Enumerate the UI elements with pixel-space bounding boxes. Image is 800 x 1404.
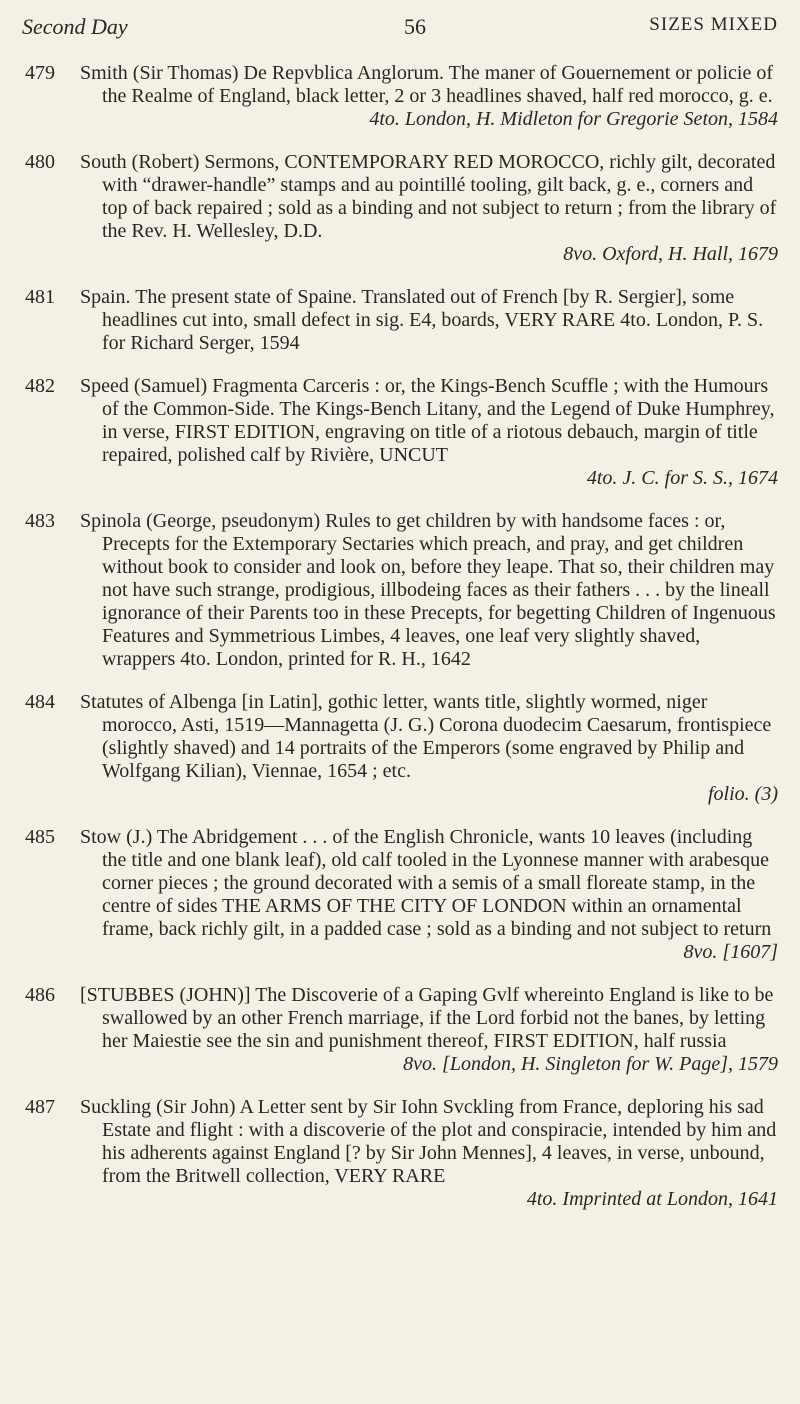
lot-number: 482 [25,375,55,397]
lot-description: Speed (Samuel) Fragmenta Carceris : or, the Kings-Bench Scuffle ; with the Humours of the Common-Side. The Kings-Bench Litany, and the Legend of Duke Humphrey, in verse, FIRST EDITION, engraving on title of a riotous debauch, margin of title repaired, polished calf by Rivière, UNCUT [80,375,775,466]
running-head-left: Second Day [22,14,128,39]
page-number: 56 [404,14,426,39]
running-head [22,14,778,44]
lot-imprint: folio. (3) [708,783,778,805]
lot-number: 486 [25,984,55,1006]
lot-number: 481 [25,286,55,308]
lot-imprint: 8vo. [1607] [683,941,778,963]
lot-description: Suckling (Sir John) A Letter sent by Sir Iohn Svckling from France, deploring his sad Estate and flight : with a discoverie of the plot and conspiracie, intended by him and his adherents against England [? by Sir John Mennes], 4 leaves, in verse, unbound, from the Britwell collection, VERY RARE [80,1096,777,1187]
lot-description: Spinola (George, pseudonym) Rules to get children by with handsome faces : or, Precepts for the Extemporary Sectaries which preach, and pray, and get children without book to consider and look on, before they leape. That so, their children may not have such strange, prodigious, illbodeing faces as their fathers . . . by the lineall ignorance of their Parents too in these Precepts, for begetting Children of Ingenuous Features and Symmetrious Limbes, 4 leaves, one leaf very slightly shaved, wrappers 4to. London, printed for R. H., 1642 [80,510,776,670]
lot-number: 479 [25,62,55,84]
running-head-right: SIZES MIXED [649,14,778,35]
lot-imprint: 8vo. [London, H. Singleton for W. Page], 1579 [403,1053,778,1075]
lot-imprint: 4to. J. C. for S. S., 1674 [586,467,778,489]
lot-entry [0,151,800,266]
lot-number: 483 [25,510,55,532]
lot-entry [0,691,800,806]
lot-imprint: 4to. Imprinted at London, 1641 [526,1188,778,1210]
lot-number: 484 [25,691,55,713]
lot-description: South (Robert) Sermons, CONTEMPORARY RED MOROCCO, richly gilt, decorated with “drawer-handle” stamps and au pointillé tooling, gilt back, g. e., corners and top of back repaired ; sold as a binding and not subject to return ; from the library of the Rev. H. Wellesley, D.D. [80,151,777,242]
lot-description: Smith (Sir Thomas) De Repvblica Anglorum. The maner of Gouernement or policie of the Realme of England, black letter, 2 or 3 headlines shaved, half red morocco, g. e. [80,62,773,107]
lot-entry [0,510,800,671]
lot-number: 480 [25,151,55,173]
lot-list [0,62,800,1211]
lot-imprint: 4to. London, H. Midleton for Gregorie Seton, 1584 [369,108,778,130]
lot-number: 487 [25,1096,55,1118]
lot-description: Statutes of Albenga [in Latin], gothic letter, wants title, slightly wormed, niger morocco, Asti, 1519—Mannagetta (J. G.) Corona duodecim Caesarum, frontispiece (slightly shaved) and 14 portraits of the Emperors (some engraved by Philip and Wolfgang Kilian), Viennae, 1654 ; etc. [80,691,772,782]
lot-entry [0,1096,800,1211]
lot-entry [0,375,800,490]
lot-description: [STUBBES (JOHN)] The Discoverie of a Gaping Gvlf whereinto England is like to be swallowed by an other French marriage, if the Lord forbid not the banes, by letting her Maiestie see the sin and punishment thereof, FIRST EDITION, half russia [80,984,774,1052]
lot-entry [0,62,800,131]
lot-entry [0,286,800,355]
lot-entry [0,826,800,964]
lot-description: Stow (J.) The Abridgement . . . of the English Chronicle, wants 10 leaves (including the title and one blank leaf), old calf tooled in the Lyonnese manner with arabesque corner pieces ; the ground decorated with a semis of a small floreate stamp, in the centre of sides THE ARMS OF THE CITY OF LONDON within an ornamental frame, back richly gilt, in a padded case ; sold as a binding and not subject to return [80,826,772,940]
lot-imprint: 8vo. Oxford, H. Hall, 1679 [563,243,778,265]
lot-entry [0,984,800,1076]
lot-description: Spain. The present state of Spaine. Translated out of French [by R. Sergier], some headlines cut into, small defect in sig. E4, boards, VERY RARE 4to. London, P. S. for Richard Serger, 1594 [80,286,764,354]
lot-number: 485 [25,826,55,848]
